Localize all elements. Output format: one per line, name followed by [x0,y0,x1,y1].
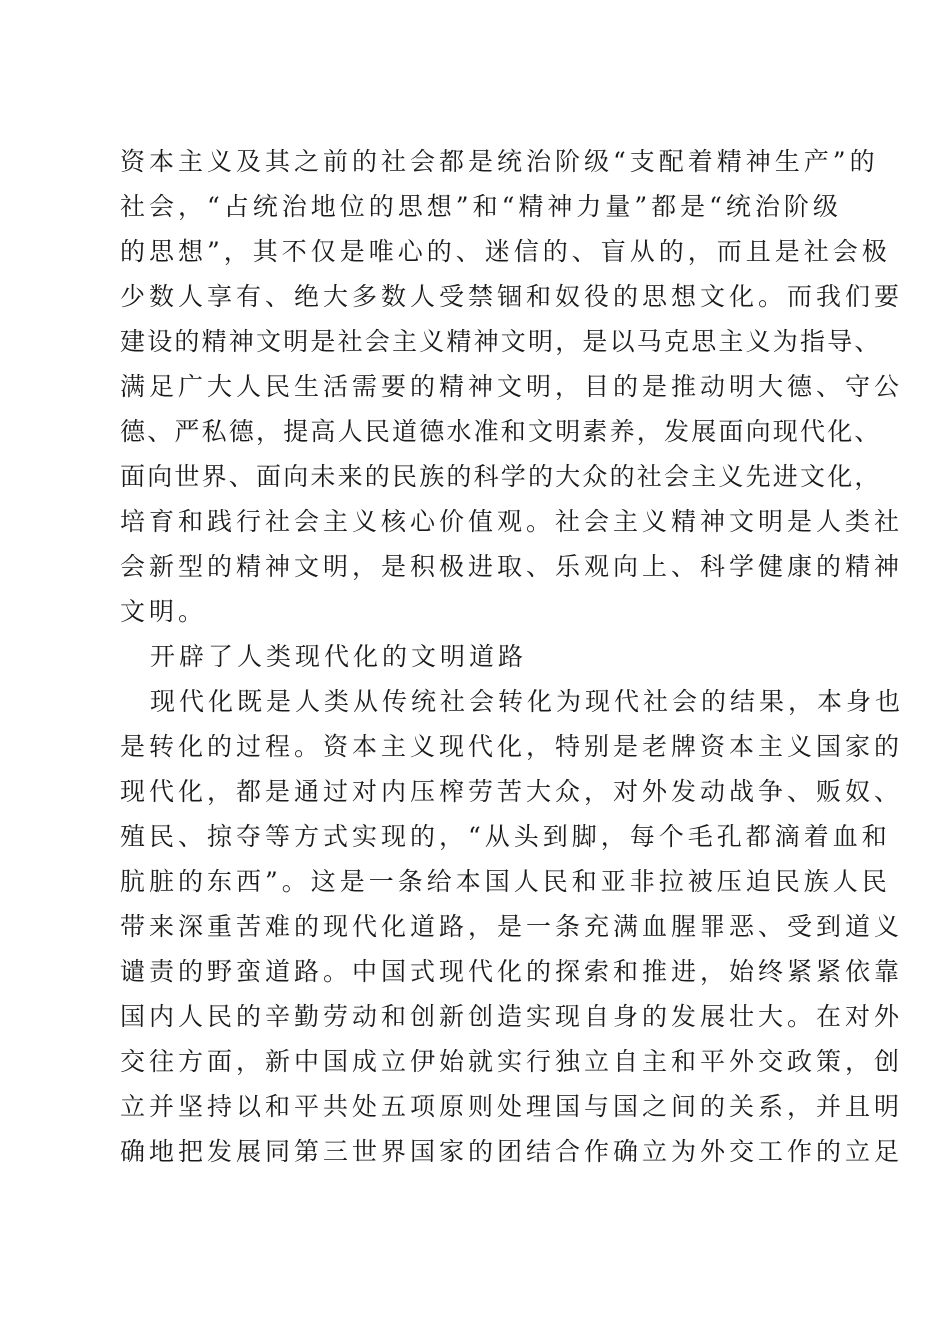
paragraph-line: 建设的精神文明是社会主义精神文明，是以马克思主义为指导、 [120,327,882,356]
paragraph-line: 面向世界、面向未来的民族的科学的大众的社会主义先进文化， [120,462,882,491]
section-heading: 开辟了人类现代化的文明道路 [150,642,528,671]
paragraph-line: 资本主义及其之前的社会都是统治阶级“支配着精神生产”的 [120,147,879,176]
paragraph-line: 的思想”，其不仅是唯心的、迷信的、盲从的，而且是社会极 [120,237,891,266]
paragraph-line: 确地把发展同第三世界国家的团结合作确立为外交工作的立足 [120,1137,904,1166]
paragraph-line: 肮脏的东西”。这是一条给本国人民和亚非拉被压迫民族人民 [120,867,891,896]
paragraph-line: 社会，“占统治地位的思想”和“精神力量”都是“统治阶级 [120,192,842,221]
paragraph-line: 国内人民的辛勤劳动和创新创造实现自身的发展壮大。在对外 [120,1002,904,1031]
paragraph-line: 立并坚持以和平共处五项原则处理国与国之间的关系，并且明 [120,1092,904,1121]
paragraph-line: 带来深重苦难的现代化道路，是一条充满血腥罪恶、受到道义 [120,912,904,941]
paragraph-line: 殖民、掠夺等方式实现的，“从头到脚，每个毛孔都滴着血和 [120,822,891,851]
paragraph-line: 谴责的野蛮道路。中国式现代化的探索和推进，始终紧紧依靠 [120,957,904,986]
paragraph-line: 培育和践行社会主义核心价值观。社会主义精神文明是人类社 [120,507,904,536]
paragraph-line: 文明。 [120,597,208,626]
paragraph-line: 会新型的精神文明，是积极进取、乐观向上、科学健康的精神 [120,552,904,581]
paragraph-line: 现代化既是人类从传统社会转化为现代社会的结果，本身也 [150,687,905,716]
paragraph-line: 现代化，都是通过对内压榨劳苦大众，对外发动战争、贩奴、 [120,777,904,806]
paragraph-line: 少数人享有、绝大多数人受禁锢和奴役的思想文化。而我们要 [120,282,904,311]
paragraph-line: 德、严私德，提高人民道德水准和文明素养，发展面向现代化、 [120,417,882,446]
paragraph-line: 满足广大人民生活需要的精神文明，目的是推动明大德、守公 [120,372,904,401]
paragraph-line: 是转化的过程。资本主义现代化，特别是老牌资本主义国家的 [120,732,904,761]
paragraph-line: 交往方面，新中国成立伊始就实行独立自主和平外交政策，创 [120,1047,904,1076]
